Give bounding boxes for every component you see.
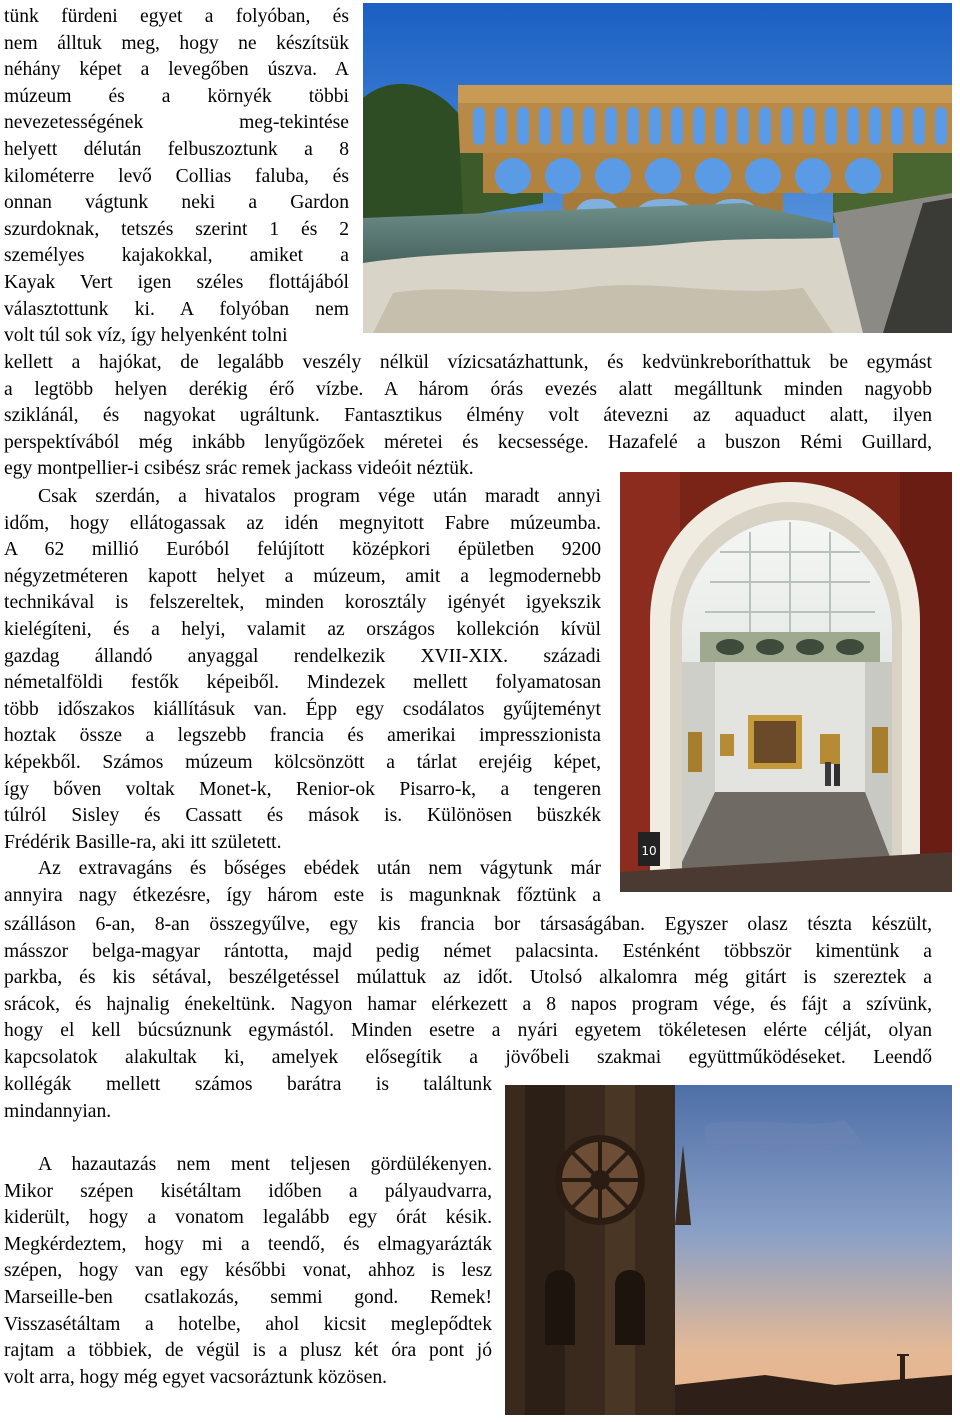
text-line: sziklánál, és nagyokat ugráltunk. Fantasztikus élmény volt átevezni az aquaduct alatt, ilyen — [4, 405, 932, 427]
paragraph-block-6 — [4, 1152, 492, 1391]
text-line: szépen, hogy van egy későbbi vonat, ahhoz is lesz — [4, 1260, 492, 1282]
text-line: németalföldi festők képeiből. Mindezek mellett folyamatosan — [4, 672, 601, 694]
text-line: parkba, és kis sétával, beszélgetéssel múlattuk az időt. Utolsó alkalomra még gitárt is szereztek a — [4, 967, 932, 989]
text-line: mindannyian. — [4, 1100, 112, 1122]
aqueduct-photo — [363, 3, 952, 333]
paragraph-block-5 — [4, 1072, 492, 1125]
text-line: hogy el kell búcsúznunk egymástól. Minden esetre a nyári egyetem tökéletesen elérte célját, olyan — [4, 1020, 932, 1042]
paragraph-block-2 — [4, 350, 932, 483]
text-line: A 62 millió Euróból felújított középkori épületben 9200 — [4, 539, 601, 561]
text-line: a legtöbb helyen derékig érő vízbe. A három órás evezés alatt megálltunk minden nagyobb — [4, 378, 932, 400]
text-line: Csak szerdán, a hivatalos program vége után maradt annyi — [38, 486, 601, 507]
text-line: túlról Sisley és Cassatt és mások is. Különösen büszkék — [4, 805, 601, 827]
text-line: Marseille-ben csatlakozás, semmi gond. Remek! — [4, 1286, 492, 1308]
text-line: rajtam a többiek, de végül is a plusz két óra pont jó — [4, 1340, 492, 1362]
text-line: másszor belga-magyar rántotta, majd pedig német palacsinta. Esténként többször kimentünk a — [4, 940, 932, 962]
text-line: Kayak Vert igen széles flottájából — [4, 271, 349, 293]
text-line: hoztak össze a legszebb francia és amerikai impresszionista — [4, 725, 601, 747]
text-line: kilométerre levő Collias faluba, és — [4, 165, 349, 187]
text-line: kielégíteni, és a helyi, valamit az országos kollekción kívül — [4, 618, 601, 640]
museum-room-number: 10 — [641, 844, 657, 858]
text-line: Megkérdeztem, hogy mi a teendő, és elmagyarázták — [4, 1233, 492, 1255]
text-line: kiderült, hogy a vonatom legalább egy órát késik. — [4, 1207, 492, 1229]
text-line: annyira nagy étkezésre, így három este is magunknak főztünk a — [4, 884, 601, 906]
text-line: nem álltuk meg, hogy ne készítsük — [4, 32, 349, 54]
text-line: négyzetméteren kapott helyet a múzeum, amit a legmodernebb — [4, 565, 601, 587]
text-line: kollégák mellett számos barátra is találtunk — [4, 1074, 492, 1095]
text-line: A hazautazás nem ment teljesen gördülékenyen. — [38, 1154, 492, 1175]
text-line: több időszakos kiállításuk van. Épp egy csodálatos gyűjteményt — [4, 698, 601, 720]
text-line: választottunk ki. A folyóban nem — [4, 298, 349, 320]
museum-photo — [620, 472, 952, 892]
church-photo — [505, 1085, 952, 1415]
text-line: Az extravagáns és bőséges ebédek után nem vágytunk már — [38, 858, 601, 880]
text-line: srácok, és hajnalig énekeltünk. Nagyon hamar elérkezett a 8 napos program vége, és fájt a szívünk, — [4, 993, 932, 1015]
text-line: kapcsolatok alakultak ki, amelyek elősegítik a jövőbeli szakmai együttműködéseket. Leendő — [4, 1046, 932, 1068]
text-line: tünk fürdeni egyet a folyóban, és — [4, 6, 349, 27]
paragraph-block-4 — [4, 912, 932, 1072]
paragraph-block-1 — [4, 4, 349, 350]
text-line: volt arra, hogy még egyet vacsoráztunk közösen. — [4, 1366, 388, 1388]
text-line: Mikor szépen kisétáltam időben a pályaudvarra, — [4, 1180, 492, 1202]
text-line: szálláson 6-an, 8-an összegyűlve, egy kis francia bor társaságában. Egyszer olasz tészta készült, — [4, 914, 932, 935]
text-line: kellett a hajókat, de legalább veszély nélkül vízicsatázhattunk, és kedvünkreboríthattuk be egymást — [4, 352, 932, 373]
text-line: egy montpellier-i csibész srác remek jackass videóit néztük. — [4, 458, 474, 480]
text-line: volt túl sok víz, így helyenként tolni — [4, 325, 288, 347]
text-line: személyes kajakokkal, amiket a — [4, 245, 349, 267]
text-line: időm, hogy ellátogassak az idén megnyitott Fabre múzeumba. — [4, 512, 601, 534]
text-line: perspektívából még inkább lenyűgözőek méretei és kecsessége. Hazafelé a buszon Rémi Guillard, — [4, 431, 932, 453]
text-line: technikával is felszereltek, minden korosztály igényét igyekszik — [4, 592, 601, 614]
text-line: szurdoknak, tetszés szerint 1 és 2 — [4, 218, 349, 240]
text-line: gazdag állandó anyaggal rendelkezik XVII-XIX. századi — [4, 645, 601, 667]
text-line: néhány képet a levegőben úszva. A — [4, 59, 349, 81]
text-line: Frédérik Basille-ra, aki itt született. — [4, 831, 282, 853]
paragraph-block-3 — [4, 484, 601, 910]
text-line: onnan vágtunk neki a Gardon — [4, 192, 349, 214]
text-line: helyett délután felbuszoztunk a 8 — [4, 138, 349, 160]
text-line: így bőven voltak Monet-k, Renior-ok Pisarro-k, a tengeren — [4, 778, 601, 800]
text-line: múzeum és a környék többi — [4, 85, 349, 107]
text-line: nevezetességének meg-tekintése — [4, 112, 349, 134]
text-line: Visszasétáltam a hotelbe, ahol kicsit meglepődtek — [4, 1313, 492, 1335]
text-line: képekből. Számos múzeum kölcsönzött a tárlat erejéig képet, — [4, 751, 601, 773]
